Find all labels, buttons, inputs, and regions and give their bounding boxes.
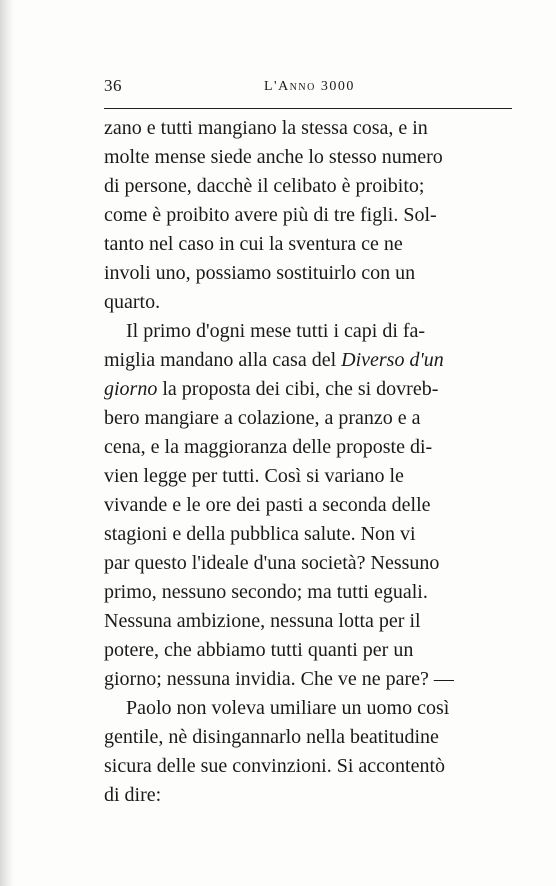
body-text — [104, 114, 518, 810]
italic-title: Diverso d'un — [341, 349, 444, 371]
text-line: zano e tutti mangiano la stessa cosa, e in — [104, 117, 428, 139]
text-line: vien legge per tutti. Così si variano le — [104, 465, 404, 487]
running-head — [104, 70, 512, 100]
text-line: quarto. — [104, 291, 161, 313]
text-line: giorno; nessuna invidia. Che ve ne pare? — — [104, 668, 454, 690]
text-line: bero mangiare a colazione, a pranzo e a — [104, 407, 421, 429]
text-line: come è proibito avere più di tre figli. Sol- — [104, 204, 437, 226]
text-line: involi uno, possiamo sostituirlo con un — [104, 262, 416, 284]
text-line: gentile, nè disingannarlo nella beatitudine — [104, 726, 439, 748]
text-line: miglia mandano alla casa del Diverso d'un — [104, 349, 444, 371]
header-rule — [104, 108, 512, 109]
text-line: tanto nel caso in cui la sventura ce ne — [104, 233, 403, 255]
paragraph-start-line: Paolo non voleva umiliare un uomo così — [126, 697, 450, 719]
paragraph-start-line: Il primo d'ogni mese tutti i capi di fa- — [126, 320, 426, 342]
text-line: Nessuna ambizione, nessuna lotta per il — [104, 610, 421, 632]
text-line: par questo l'ideale d'una società? Nessuno — [104, 552, 440, 574]
text-line: primo, nessuno secondo; ma tutti eguali. — [104, 581, 428, 603]
text-line: di dire: — [104, 784, 162, 806]
page-gutter-shadow — [0, 0, 14, 886]
text-line: giorno la proposta dei cibi, che si dovreb- — [104, 378, 439, 400]
text-line: cena, e la maggioranza delle proposte di- — [104, 436, 433, 458]
running-title: L'Anno 3000 — [264, 79, 355, 94]
text-line: sicura delle sue convinzioni. Si accontentò — [104, 755, 446, 777]
text-line: molte mense siede anche lo stesso numero — [104, 146, 443, 168]
text-line: stagioni e della pubblica salute. Non vi — [104, 523, 416, 545]
page-number: 36 — [104, 76, 122, 95]
text-line: di persone, dacchè il celibato è proibito; — [104, 175, 425, 197]
text-line: vivande e le ore dei pasti a seconda delle — [104, 494, 431, 516]
italic-title: giorno — [104, 378, 158, 400]
text-line: potere, che abbiamo tutti quanti per un — [104, 639, 414, 661]
